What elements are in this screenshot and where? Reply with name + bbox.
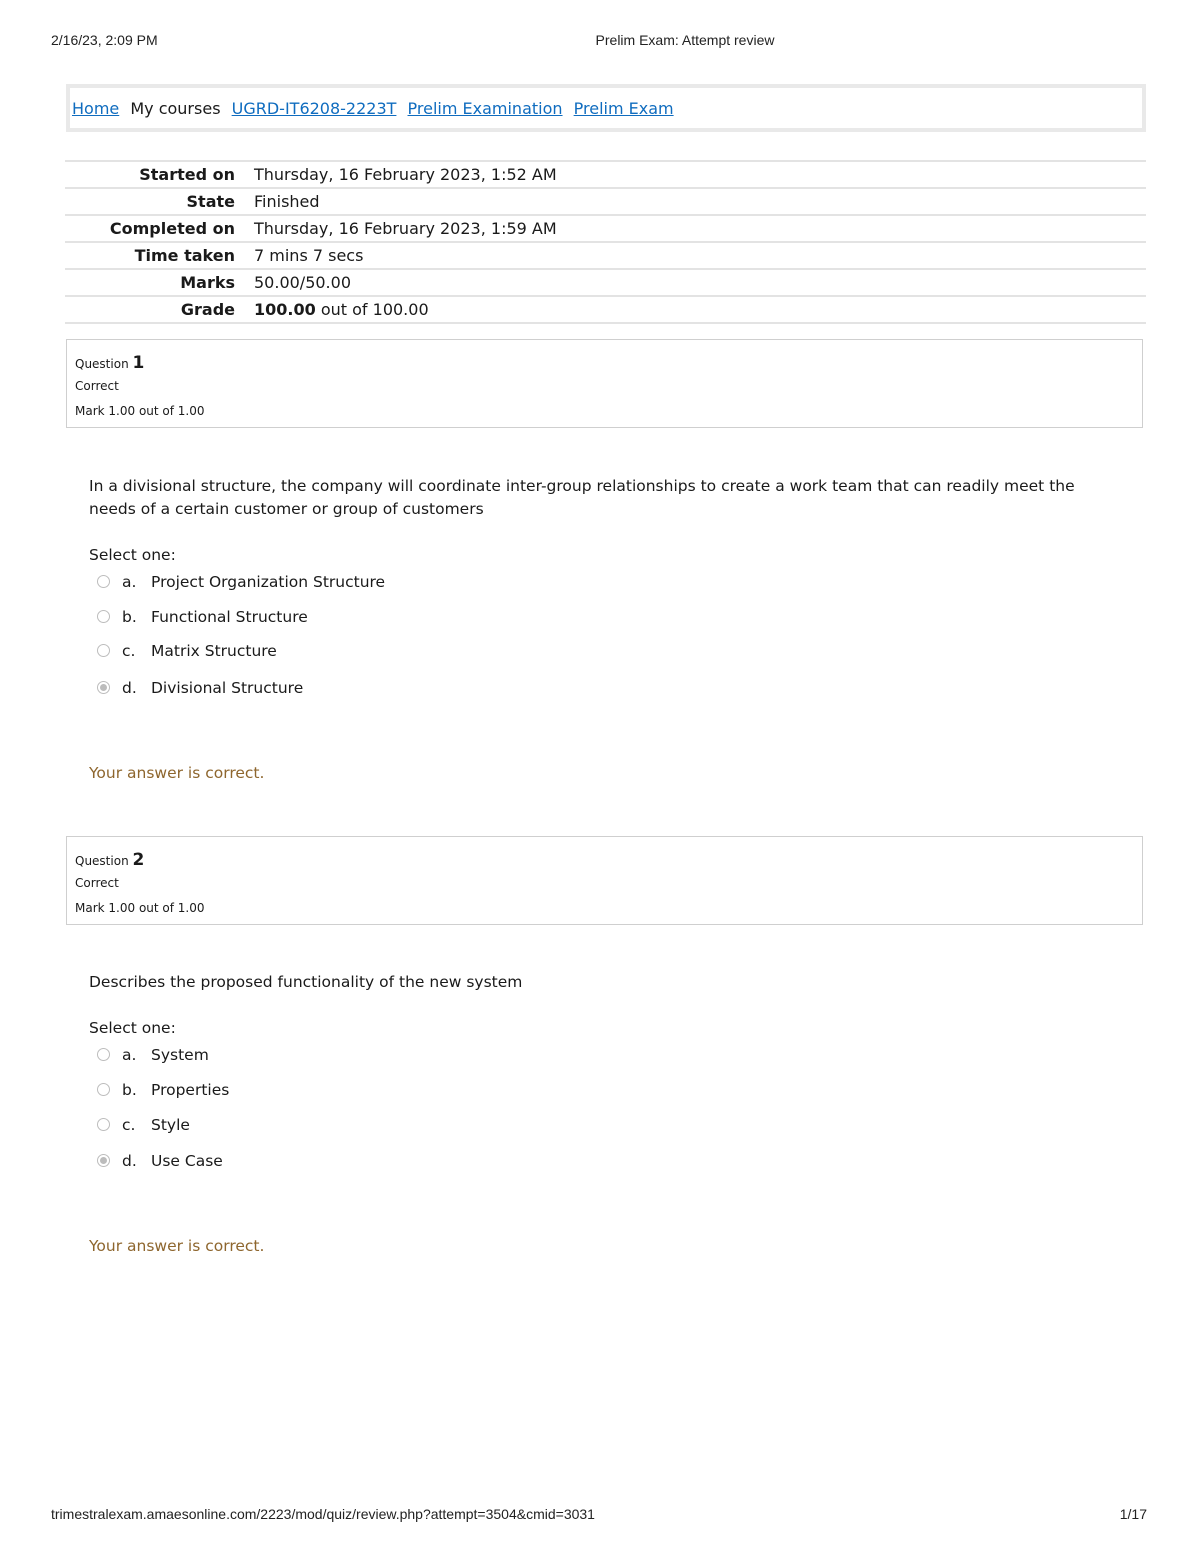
question-label: Question [75, 854, 129, 868]
option-letter: d. [122, 1152, 137, 1170]
attempt-summary-table [65, 160, 1146, 324]
breadcrumb-home-link[interactable]: Home [72, 99, 120, 118]
breadcrumb-quiz-link[interactable]: Prelim Exam [573, 99, 674, 118]
question-number-value: 1 [132, 353, 145, 373]
question-2-info [66, 836, 1143, 925]
print-url: trimestralexam.amaesonline.com/2223/mod/quiz/review.php?attempt=3504&cmid=3031 [51, 1506, 595, 1522]
question-1-feedback: Your answer is correct. [89, 764, 265, 782]
print-date: 2/16/23, 2:09 PM [51, 32, 158, 48]
option-letter: c. [122, 642, 136, 660]
breadcrumb-course-link[interactable]: UGRD-IT6208-2223T [231, 99, 397, 118]
option-letter: c. [122, 1116, 136, 1134]
question-2-feedback: Your answer is correct. [89, 1237, 265, 1255]
option-text: Functional Structure [151, 608, 308, 626]
radio-button[interactable] [97, 610, 110, 623]
started-label: Started on [65, 161, 254, 188]
time-taken-label: Time taken [65, 242, 254, 269]
question-number [75, 850, 144, 870]
grade-label: Grade [65, 296, 254, 323]
option-text: System [151, 1046, 209, 1064]
state-label: State [65, 188, 254, 215]
question-2-prompt: Select one: [89, 1019, 176, 1037]
marks-value: 50.00/50.00 [254, 269, 1146, 296]
grade-value [254, 296, 1146, 323]
summary-row-started [65, 161, 1146, 188]
grade-out-of: out of 100.00 [315, 300, 429, 319]
completed-value: Thursday, 16 February 2023, 1:59 AM [254, 215, 1146, 242]
radio-button[interactable] [97, 1118, 110, 1131]
radio-button-selected[interactable] [97, 1154, 110, 1167]
time-taken-value: 7 mins 7 secs [254, 242, 1146, 269]
radio-button[interactable] [97, 1083, 110, 1096]
summary-row-marks [65, 269, 1146, 296]
summary-row-grade [65, 296, 1146, 323]
question-number [75, 353, 144, 373]
print-page-number: 1/17 [1119, 1506, 1147, 1522]
option-text: Style [151, 1116, 190, 1134]
question-grade: Mark 1.00 out of 1.00 [75, 404, 205, 418]
radio-button[interactable] [97, 575, 110, 588]
question-number-value: 2 [132, 850, 145, 870]
print-title: Prelim Exam: Attempt review [595, 32, 775, 48]
question-1-info [66, 339, 1143, 428]
option-letter: d. [122, 679, 137, 697]
option-letter: a. [122, 1046, 137, 1064]
option-text: Use Case [151, 1152, 223, 1170]
question-2-text: Describes the proposed functionality of the new system [89, 973, 523, 991]
option-text: Project Organization Structure [151, 573, 386, 591]
option-text: Divisional Structure [151, 679, 304, 697]
question-state: Correct [75, 876, 119, 890]
state-value: Finished [254, 188, 1146, 215]
radio-button[interactable] [97, 1048, 110, 1061]
question-grade: Mark 1.00 out of 1.00 [75, 901, 205, 915]
option-letter: a. [122, 573, 137, 591]
option-text: Matrix Structure [151, 642, 277, 660]
marks-label: Marks [65, 269, 254, 296]
radio-button[interactable] [97, 644, 110, 657]
breadcrumb-my-courses: My courses [130, 99, 221, 118]
option-letter: b. [122, 1081, 137, 1099]
question-1-text: In a divisional structure, the company will coordinate inter-group relationships to create a work team that can readily meet the needs of a certain customer or group of customers [89, 477, 1075, 518]
summary-row-state [65, 188, 1146, 215]
option-text: Properties [151, 1081, 230, 1099]
completed-label: Completed on [65, 215, 254, 242]
question-1-prompt: Select one: [89, 546, 176, 564]
question-state: Correct [75, 379, 119, 393]
summary-row-time [65, 242, 1146, 269]
breadcrumb [66, 84, 1146, 132]
started-value: Thursday, 16 February 2023, 1:52 AM [254, 161, 1146, 188]
breadcrumb-section-link[interactable]: Prelim Examination [407, 99, 563, 118]
print-header [0, 32, 1200, 52]
summary-row-completed [65, 215, 1146, 242]
question-label: Question [75, 357, 129, 371]
grade-score: 100.00 [254, 300, 316, 319]
option-letter: b. [122, 608, 137, 626]
radio-button-selected[interactable] [97, 681, 110, 694]
